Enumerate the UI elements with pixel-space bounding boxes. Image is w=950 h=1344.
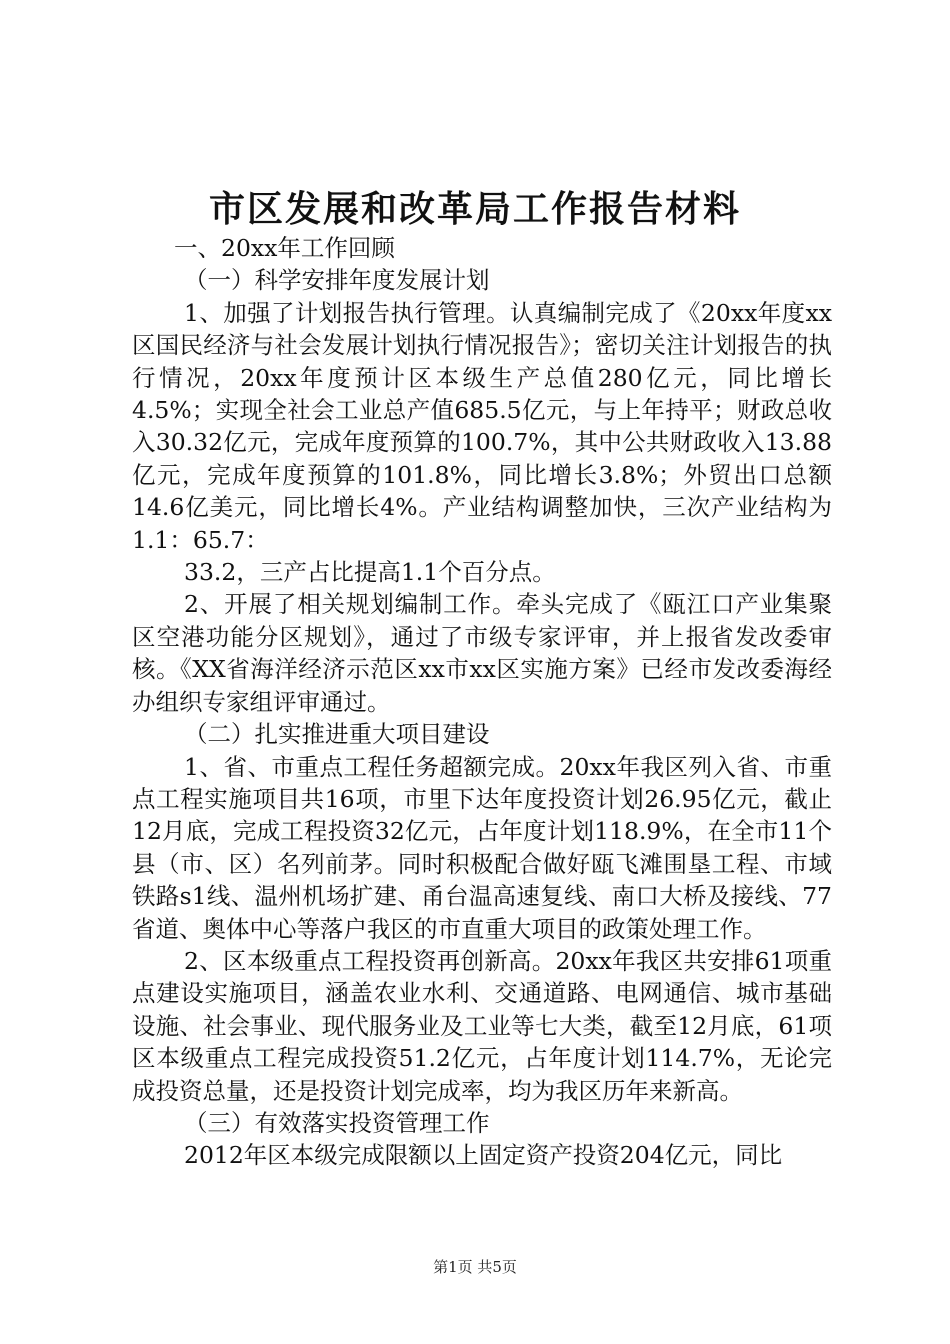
body-paragraph: 2012年区本级完成限额以上固定资产投资204亿元，同比 [184,1141,783,1170]
body-paragraph: 33.2，三产占比提高1.1个百分点。 [184,558,556,587]
body-paragraph: 1、省、市重点工程任务超额完成。20xx年我区列入省、市重点工程实施项目共16项，市里下达年度投资计划26.95亿元，截止12月底，完成工程投资32亿元，占年度计划118.9%，在全市11个县（市、区）名列前茅。同时积极配合做好瓯飞滩围垦工程、市域铁路s1线、温州机场扩建、甬台温高速复线、南口大桥及接线、77省道、奥体中心等落户我区的市直重大项目的政策处理工作。 [132,752,832,943]
document-body [132,232,832,1172]
body-paragraph: 1、加强了计划报告执行管理。认真编制完成了《20xx年度xx区国民经济与社会发展计划执行情况报告》；密切关注计划报告的执行情况，20xx年度预计区本级生产总值280亿元，同比增长4.5%；实现全社会工业总产值685.5亿元，与上年持平；财政总收入30.32亿元，完成年度预算的100.7%，其中公共财政收入13.88亿元，完成年度预算的101.8%，同比增长3.8%；外贸出口总额14.6亿美元，同比增长4%。产业结构调整加快，三次产业结构为1.1：65.7： [132,298,832,554]
document-title: 市区发展和改革局工作报告材料 [208,188,741,230]
section-heading: 一、20xx年工作回顾 [174,234,395,262]
subsection-heading: （一）科学安排年度发展计划 [184,266,490,295]
body-paragraph: 2、开展了相关规划编制工作。牵头完成了《瓯江口产业集聚区空港功能分区规划》，通过了市级专家评审，并上报省发改委审核。《XX省海洋经济示范区xx市xx区实施方案》已经市发改委海经办组织专家组评审通过。 [132,590,832,716]
subsection-heading: （二）扎实推进重大项目建设 [184,720,490,749]
body-paragraph: 2、区本级重点工程投资再创新高。20xx年我区共安排61项重点建设实施项目，涵盖农业水利、交通道路、电网通信、城市基础设施、社会事业、现代服务业及工业等七大类，截至12月底，61项区本级重点工程完成投资51.2亿元，占年度计划114.7%，无论完成投资总量，还是投资计划完成率，均为我区历年来新高。 [132,946,832,1105]
subsection-heading: （三）有效落实投资管理工作 [184,1108,490,1137]
page-number: 第1页 共5页 [433,1258,517,1276]
